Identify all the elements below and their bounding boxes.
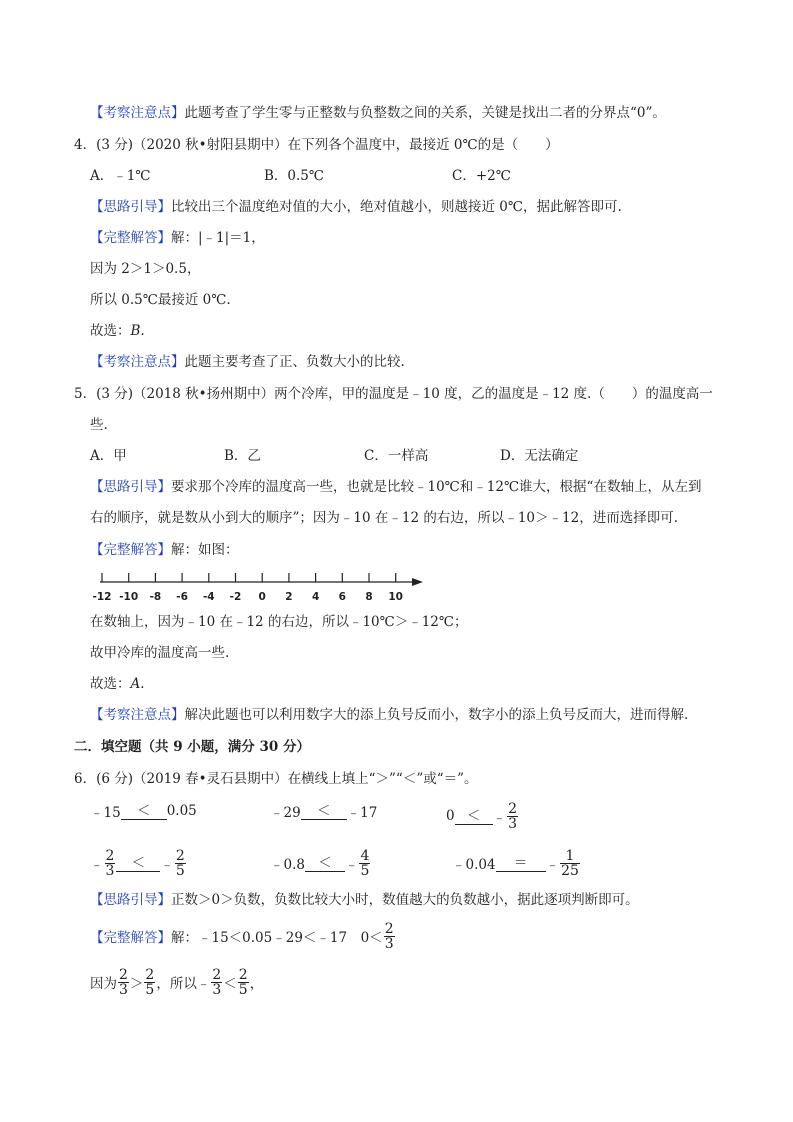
q5-choice: [90, 675, 145, 693]
q6-item-6-right-prefix: ﹣: [545, 857, 560, 873]
denominator: 5: [175, 862, 185, 879]
q4-answer-line3: 所以 0.5℃最接近 0℃.: [90, 292, 231, 308]
q6-item-1-sign: ＜: [121, 803, 167, 820]
numerator: 2: [212, 966, 222, 983]
q5-hint-line1: [90, 478, 701, 496]
q6-item-6-fraction: [560, 849, 580, 878]
q6-last-lt: ＜: [223, 976, 237, 992]
denominator: 5: [360, 862, 370, 879]
q5-hint-line2: 右的顺序，就是数从小到大的顺序”；因为﹣10 在﹣12 的右边，所以﹣10＞﹣12，进而选择即可.: [90, 510, 678, 526]
numerator: 2: [145, 966, 155, 983]
q4-option-b: B．0.5℃: [264, 168, 324, 184]
q5-option-c: C．一样高: [364, 448, 429, 464]
q6-last-mid: ，所以﹣: [156, 976, 211, 992]
q6-last-prefix: 因为: [90, 976, 117, 992]
q5-note-text: 解决此题也可以利用数字大的添上负号反而小，数字小的添上负号反而大，进而得解.: [184, 707, 689, 723]
q6-item-4-right-prefix: ﹣: [160, 857, 174, 873]
numerator: 2: [105, 847, 115, 864]
number-line-label: -6: [176, 591, 188, 603]
q6-item-5-sign: ＜: [305, 855, 345, 872]
q6-item-5-fraction: [359, 849, 370, 878]
denominator: 3: [212, 981, 222, 998]
q6-last-end: ，: [249, 976, 264, 992]
q4-hint: [90, 198, 622, 216]
q5-note: [90, 706, 688, 724]
number-line-figure: [90, 569, 430, 605]
number-line-label: 6: [338, 591, 346, 603]
q6-item-4-sign: ＜: [116, 855, 160, 872]
q6-item-3-left: 0: [446, 808, 455, 824]
number-line-label: 10: [388, 591, 404, 603]
q6-item-1-left: ﹣15: [90, 805, 121, 821]
q6-item-6: [452, 843, 581, 883]
q5-hint-text: 要求那个冷库的温度高一些，也就是比较﹣10℃和﹣12℃谁大，根据“在数轴上，从左到: [171, 479, 702, 495]
q6-item-4-right-fraction: [175, 849, 186, 878]
numerator: 2: [238, 966, 248, 983]
fraction-c: [211, 968, 222, 997]
exam-note-tag: 【考察注意点】: [90, 105, 185, 121]
number-line-label: 0: [258, 591, 266, 603]
number-line-arrow-icon: [412, 578, 423, 586]
numerator: 2: [508, 800, 518, 817]
denominator: 25: [561, 862, 579, 879]
numerator: 2: [119, 966, 128, 983]
q3-note: [90, 104, 666, 122]
q3-note-text: 此题考查了学生零与正整数与负整数之间的关系，关键是找出二者的分界点“0”。: [184, 105, 666, 121]
q5-answer-line2: 在数轴上，因为﹣10 在﹣12 的右边，所以﹣10℃＞﹣12℃；: [90, 614, 468, 630]
q4-answer-line2: 因为 2＞1＞0.5，: [90, 261, 201, 277]
q5-stem-line1: 5．(3 分)（2018 秋•扬州期中）两个冷库，甲的温度是﹣10 度，乙的温度是﹣12 度.（ ）的温度高一: [74, 386, 713, 402]
q5-option-d: D．无法确定: [500, 448, 579, 464]
hint-tag: 【思路引导】: [90, 892, 171, 908]
hint-tag: 【思路引导】: [90, 479, 171, 495]
q5-answer-intro: [90, 541, 239, 559]
q5-choice-letter: A.: [130, 676, 145, 692]
hint-tag: 【思路引导】: [90, 199, 171, 215]
q6-answer-fraction: [384, 922, 395, 951]
answer-tag: 【完整解答】: [90, 542, 171, 558]
fraction-b: [144, 968, 155, 997]
number-line-label: 2: [285, 591, 293, 603]
q6-last-gt: ＞: [129, 976, 144, 992]
q5-choice-prefix: 故选：: [90, 676, 131, 692]
number-line-label: 4: [311, 591, 320, 603]
q6-item-1: [90, 799, 197, 823]
number-line-label: 8: [365, 591, 373, 603]
answer-tag: 【完整解答】: [90, 230, 171, 246]
q4-answer-line1: [90, 229, 265, 247]
q6-item-1-right: 0.05: [166, 803, 197, 819]
denominator: 3: [508, 815, 518, 832]
q6-item-6-left: ﹣0.04: [452, 857, 496, 873]
exam-note-tag: 【考察注意点】: [90, 354, 185, 370]
q6-item-2-sign: ＜: [301, 803, 347, 820]
q4-answer-text: 解：|﹣1|＝1，: [171, 230, 265, 246]
number-line-label: -2: [229, 591, 242, 603]
q5-option-a: A．甲: [90, 448, 127, 464]
q6-item-3-fraction: [507, 802, 518, 831]
q6-item-2: [270, 799, 377, 823]
q4-choice-letter: B.: [130, 323, 145, 339]
fraction-a: [118, 968, 129, 997]
numerator: 2: [175, 847, 185, 864]
q5-option-b: B．乙: [224, 448, 261, 464]
exam-note-tag: 【考察注意点】: [90, 707, 185, 723]
number-line-label: -10: [119, 591, 139, 603]
denominator: 5: [238, 981, 248, 998]
section-2-title: 二．填空题（共 9 小题，满分 30 分）: [74, 739, 310, 755]
fraction-d: [238, 968, 249, 997]
q6-item-6-sign: ＝: [496, 855, 546, 872]
answer-tag: 【完整解答】: [90, 930, 171, 946]
denominator: 3: [119, 981, 128, 998]
denominator: 3: [384, 935, 394, 952]
q6-item-4-left-fraction: [105, 849, 116, 878]
q4-option-c: C．+2℃: [452, 168, 511, 184]
q6-stem: 6．(6 分)（2019 春•灵石县期中）在横线上填上“＞”“＜”或“＝”。: [74, 771, 478, 787]
q6-hint-text: 正数＞0＞负数，负数比较大小时，数值越大的负数越小，据此逐项判断即可。: [171, 892, 639, 908]
q6-item-3-right-prefix: ﹣: [492, 810, 507, 826]
number-line-label: -4: [202, 591, 215, 603]
q6-item-2-right: ﹣17: [346, 805, 378, 821]
number-line-label: -8: [149, 591, 162, 603]
q6-item-5-left: ﹣0.8: [270, 857, 305, 873]
numerator: 4: [360, 847, 370, 864]
q4-choice-prefix: 故选：: [90, 323, 131, 339]
q6-item-5: [270, 843, 371, 883]
q6-last-line: [90, 962, 263, 1002]
q6-answer: [90, 916, 396, 956]
q4-option-a: A．﹣1℃: [90, 168, 151, 184]
numerator: 2: [384, 920, 394, 937]
number-line-label: -12: [92, 591, 112, 603]
q6-item-5-right-prefix: ﹣: [344, 857, 359, 873]
q4-note-text: 此题主要考查了正、负数大小的比较.: [184, 354, 405, 370]
q6-item-4-prefix: ﹣: [90, 857, 104, 873]
numerator: 1: [560, 849, 580, 864]
q6-item-3: [446, 796, 519, 836]
q6-answer-text: 解：﹣15＜0.05﹣29＜﹣17 0＜: [171, 930, 383, 946]
q4-hint-text: 比较出三个温度绝对值的大小，绝对值越小，则越接近 0℃，据此解答即可.: [171, 199, 622, 215]
q6-item-2-left: ﹣29: [270, 805, 301, 821]
q6-item-3-sign: ＜: [455, 808, 493, 825]
q6-item-4: [90, 843, 187, 883]
q4-choice: [90, 322, 145, 340]
q5-answer-line3: 故甲冷库的温度高一些.: [90, 645, 230, 661]
q5-answer-intro-text: 解：如图：: [171, 542, 239, 558]
denominator: 5: [145, 981, 155, 998]
denominator: 3: [105, 862, 115, 879]
q4-stem: 4．(3 分)（2020 秋•射阳县期中）在下列各个温度中，最接近 0℃的是（ ）: [74, 137, 559, 153]
q6-hint: [90, 891, 639, 909]
q4-note: [90, 353, 405, 371]
q5-stem-line2: 些.: [90, 417, 108, 433]
